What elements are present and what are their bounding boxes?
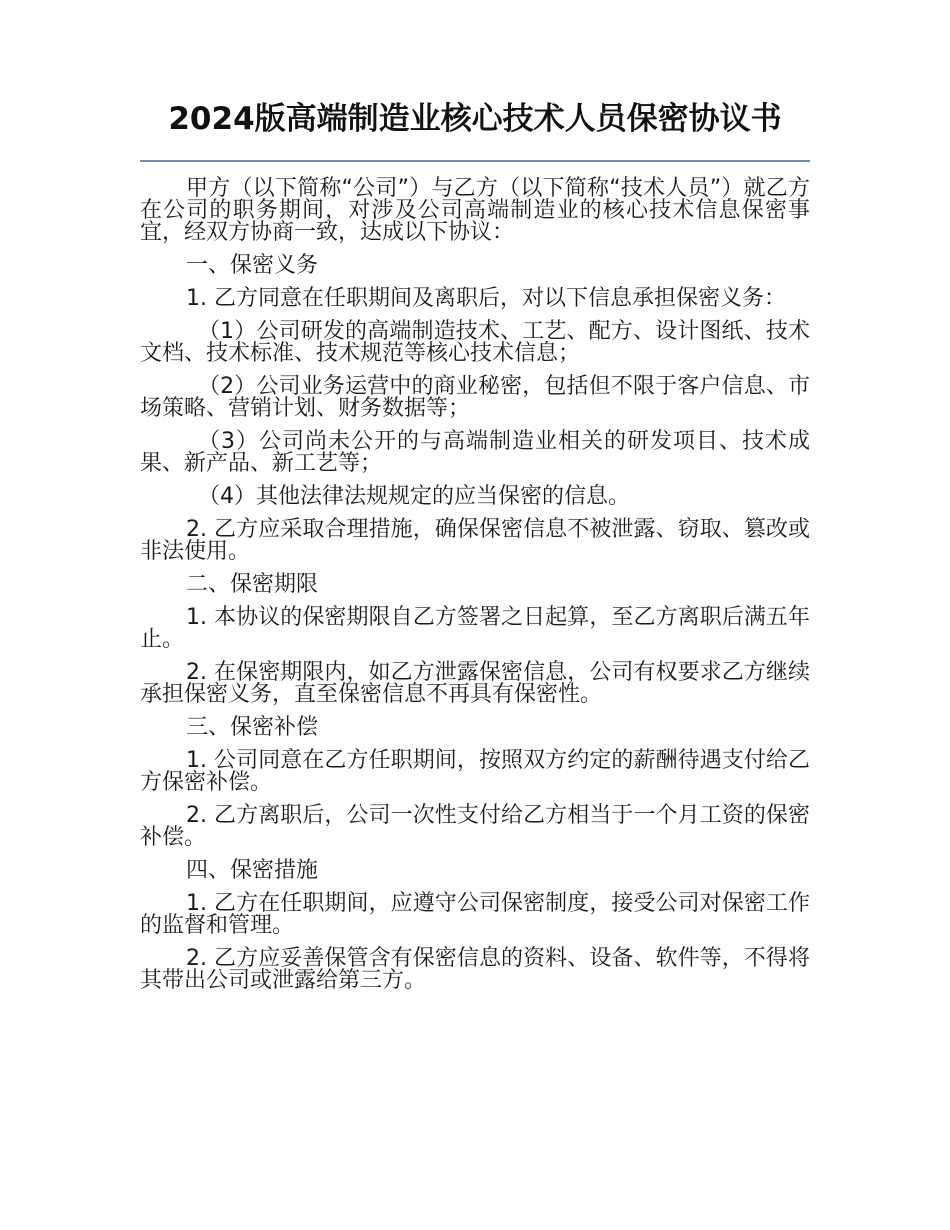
clause-subitem: （2）公司业务运营中的商业秘密，包括但不限于客户信息、市场策略、营销计划、财务数据等； xyxy=(140,374,810,421)
section-heading-confidentiality-compensation: 三、保密补偿 xyxy=(186,715,319,740)
clause-paragraph: 2. 在保密期限内，如乙方泄露保密信息，公司有权要求乙方继续承担保密义务，直至保密信息不再具有保密性。 xyxy=(140,660,810,707)
document-body xyxy=(140,178,810,1003)
document-title: 2024版高端制造业核心技术人员保密协议书 xyxy=(168,101,782,137)
clause-paragraph: 1. 本协议的保密期限自乙方签署之日起算，至乙方离职后满五年止。 xyxy=(140,605,810,652)
title-divider xyxy=(140,160,810,162)
section-heading-confidentiality-obligation: 一、保密义务 xyxy=(186,253,319,278)
clause-paragraph: 2. 乙方应采取合理措施，确保保密信息不被泄露、窃取、篡改或非法使用。 xyxy=(140,517,810,564)
clause-subitem: （3）公司尚未公开的与高端制造业相关的研发项目、技术成果、新产品、新工艺等； xyxy=(140,429,810,476)
section-heading-confidentiality-period: 二、保密期限 xyxy=(186,572,319,597)
clause-paragraph: 2. 乙方应妥善保管含有保密信息的资料、设备、软件等，不得将其带出公司或泄露给第三方。 xyxy=(140,946,810,993)
clause-subitem: （4）其他法律法规规定的应当保密的信息。 xyxy=(198,484,630,509)
section-heading-confidentiality-measures: 四、保密措施 xyxy=(186,858,319,883)
clause-paragraph: 1. 乙方同意在任职期间及离职后，对以下信息承担保密义务： xyxy=(186,286,786,311)
clause-paragraph: 2. 乙方离职后，公司一次性支付给乙方相当于一个月工资的保密补偿。 xyxy=(140,803,810,850)
clause-paragraph: 1. 乙方在任职期间，应遵守公司保密制度，接受公司对保密工作的监督和管理。 xyxy=(140,891,810,938)
intro-paragraph: 甲方（以下简称“公司”）与乙方（以下简称“技术人员”）就乙方在公司的职务期间，对涉及公司高端制造业的核心技术信息保密事宜，经双方协商一致，达成以下协议： xyxy=(140,176,810,245)
clause-paragraph: 1. 公司同意在乙方任职期间，按照双方约定的薪酬待遇支付给乙方保密补偿。 xyxy=(140,748,810,795)
clause-subitem: （1）公司研发的高端制造技术、工艺、配方、设计图纸、技术文档、技术标准、技术规范等核心技术信息； xyxy=(140,319,810,366)
